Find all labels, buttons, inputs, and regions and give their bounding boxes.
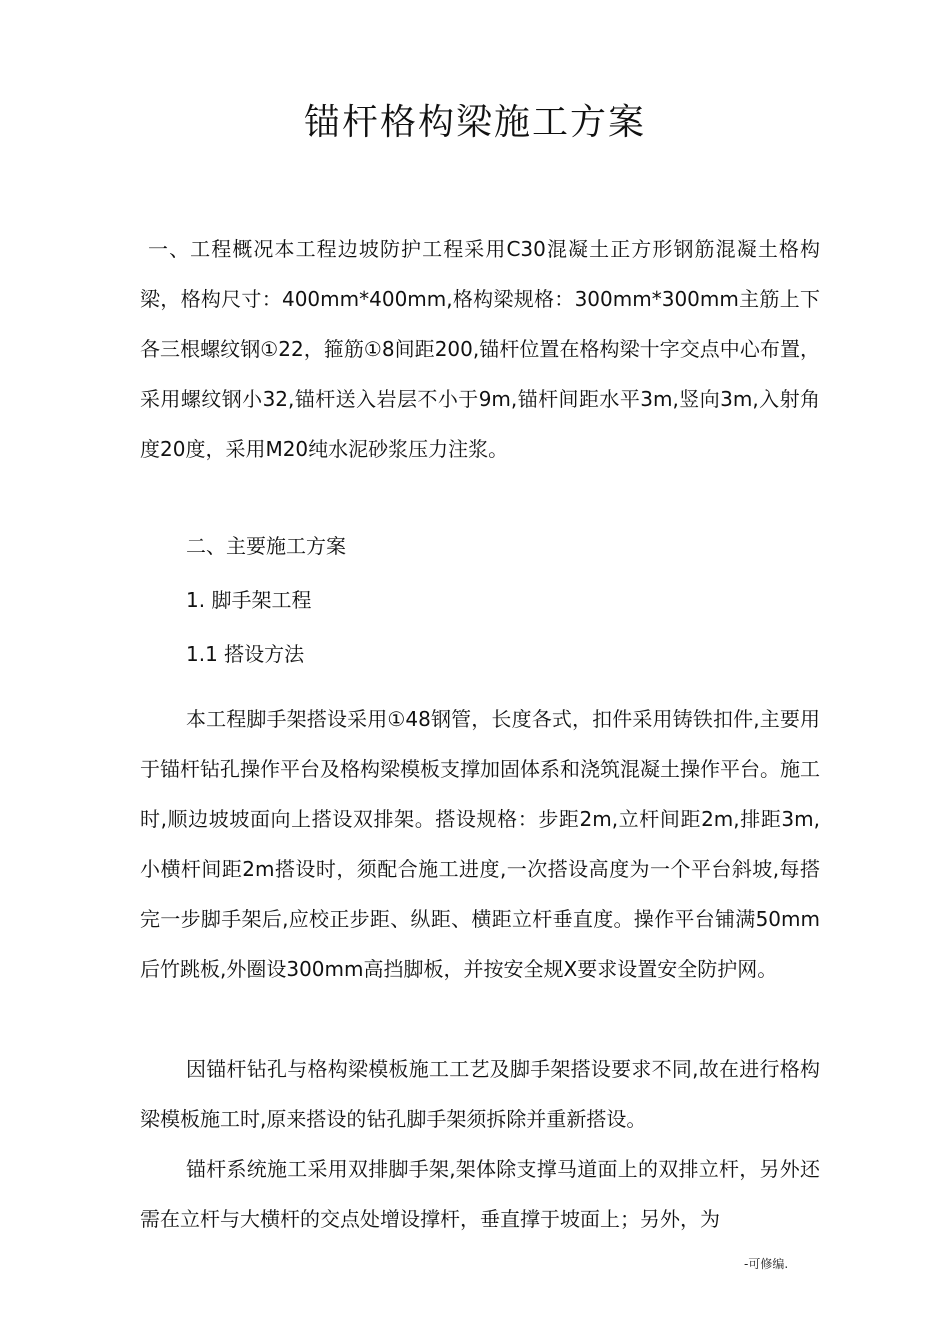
footer-note: -可修编. bbox=[744, 1257, 789, 1271]
section-heading-scaffold: 1. 脚手架工程 bbox=[186, 588, 312, 612]
scaffold-paragraph: 本工程脚手架搭设采用①48钢管，长度各式，扣件采用铸铁扣件,主要用于锚杆钻孔操作平台及格构梁模板支撑加固体系和浇筑混凝土操作平台。施工时,顺边坡坡面向上搭设双排架。搭设规格：步距2m,立杆间距2m,排距3m,小横杆间距2m搭设时，须配合施工进度,一次搭设高度为一个平台斜坡,每搭完一步脚手架后,应校正步距、纵距、横距立杆垂直度。操作平台铺满50mm后竹跳板,外圈设300mm高挡脚板，并按安全规X要求设置安全防护网。 bbox=[140, 707, 820, 981]
subsection-heading-method: 1.1 搭设方法 bbox=[186, 642, 305, 666]
system-paragraph: 锚杆系统施工采用双排脚手架,架体除支撑马道面上的双排立杆，另外还需在立杆与大横杆的交点处增设撑杆，垂直撑于坡面上；另外，为 bbox=[140, 1157, 820, 1231]
reason-paragraph: 因锚杆钻孔与格构梁模板施工工艺及脚手架搭设要求不同,故在进行格构梁模板施工时,原来搭设的钻孔脚手架须拆除并重新搭设。 bbox=[140, 1057, 820, 1131]
overview-paragraph: 一、工程概况本工程边坡防护工程采用C30混凝土正方形钢筋混凝土格构梁，格构尺寸：400mm*400mm,格构梁规格：300mm*300mm主筋上下各三根螺纹钢①22，箍筋①8间距200,锚杆位置在格构梁十字交点中心布置，采用螺纹钢小32,锚杆送入岩层不小于9m,锚杆间距水平3m,竖向3m,入射角度20度，采用M20纯水泥砂浆压力注浆。 bbox=[140, 237, 820, 461]
section-heading-main: 二、主要施工方案 bbox=[186, 534, 346, 558]
document-title: 锚杆格构梁施工方案 bbox=[303, 102, 646, 143]
